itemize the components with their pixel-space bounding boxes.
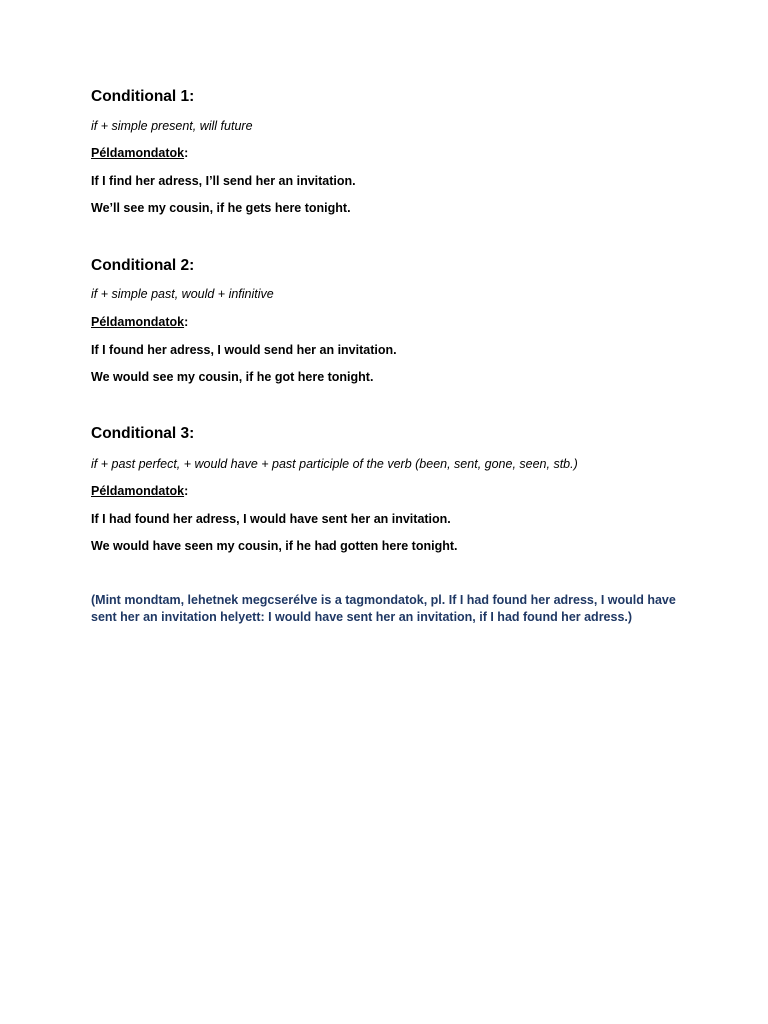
examples-label xyxy=(91,483,188,499)
examples-label xyxy=(91,314,188,330)
examples-label-text: Példamondatok xyxy=(91,315,185,329)
section-conditional-2 xyxy=(91,257,691,384)
formula-text: if + simple present, will future xyxy=(91,119,253,133)
clause-order-note: (Mint mondtam, lehetnek megcserélve is a tagmondatok, pl. If I had found her adress, I would have sent her an invitation helyett: I would have sent her an invitation, if I had found her adress.) xyxy=(91,593,676,624)
example-sentence: We would have seen my cousin, if he had gotten here tonight. xyxy=(91,539,458,553)
examples-label-colon: : xyxy=(184,484,189,498)
example-sentence: We would see my cousin, if he got here tonight. xyxy=(91,370,374,384)
examples-label xyxy=(91,145,188,161)
formula-text: if + past perfect, + would have + past participle of the verb (been, sent, gone, seen, stb.) xyxy=(91,457,578,471)
section-heading: Conditional 2: xyxy=(91,257,195,274)
examples-label-text: Példamondatok xyxy=(91,484,185,498)
examples-label-colon: : xyxy=(184,315,189,329)
example-sentence: If I find her adress, I’ll send her an invitation. xyxy=(91,174,356,188)
examples-label-text: Példamondatok xyxy=(91,146,185,160)
section-heading: Conditional 3: xyxy=(91,425,195,442)
example-sentence: We’ll see my cousin, if he gets here tonight. xyxy=(91,201,351,215)
formula-text: if + simple past, would + infinitive xyxy=(91,287,274,301)
section-heading: Conditional 1: xyxy=(91,88,195,105)
example-sentence: If I found her adress, I would send her an invitation. xyxy=(91,343,397,357)
section-conditional-1 xyxy=(91,88,691,215)
example-sentence: If I had found her adress, I would have sent her an invitation. xyxy=(91,512,451,526)
examples-label-colon: : xyxy=(184,146,189,160)
section-conditional-3 xyxy=(91,425,691,553)
